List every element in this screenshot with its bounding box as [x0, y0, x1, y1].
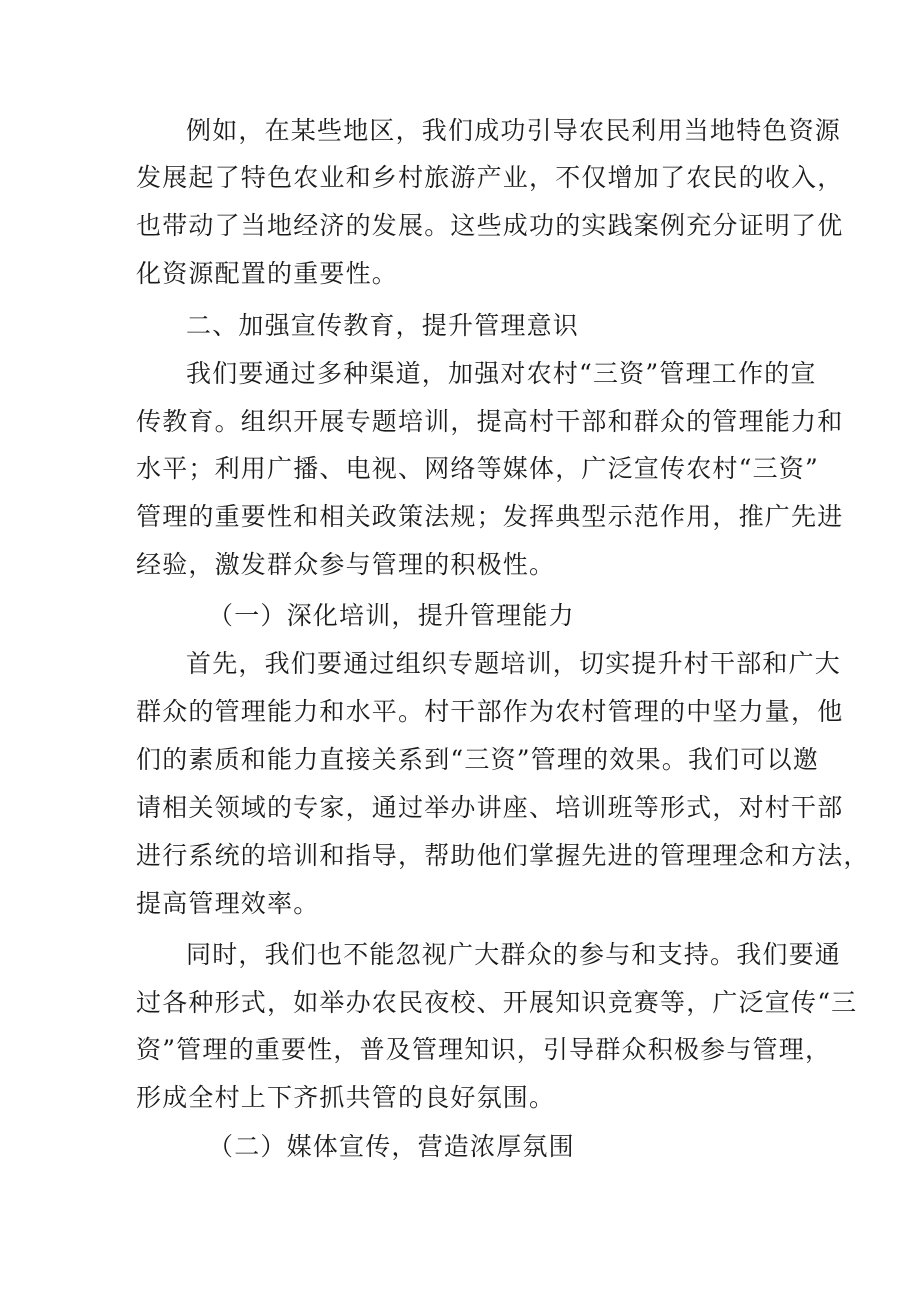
paragraph-1-line-2: 发展起了特色农业和乡村旅游产业，不仅增加了农民的收入， — [136, 163, 844, 192]
paragraph-2-line-4: 管理的重要性和相关政策法规；发挥典型示范作用，推广先进 — [136, 502, 844, 531]
paragraph-4-line-3: 资”管理的重要性，普及管理知识，引导群众积极参与管理， — [136, 1035, 832, 1064]
paragraph-4-line-2: 过各种形式，如举办农民夜校、开展知识竞赛等，广泛宣传“三 — [136, 988, 858, 1017]
subheading-1: （一）深化培训，提升管理能力 — [208, 601, 575, 630]
paragraph-2-line-2: 传教育。组织开展专题培训，提高村干部和群众的管理能力和 — [136, 407, 844, 436]
paragraph-1-line-1: 例如，在某些地区，我们成功引导农民利用当地特色资源 — [186, 116, 842, 145]
paragraph-3-line-4: 请相关领域的专家，通过举办讲座、培训班等形式，对村干部 — [136, 793, 844, 822]
subheading-2: （二）媒体宣传，营造浓厚氛围 — [208, 1132, 575, 1161]
paragraph-3-line-2: 群众的管理能力和水平。村干部作为农村管理的中坚力量，他 — [136, 697, 844, 726]
paragraph-1-line-4: 化资源配置的重要性。 — [136, 259, 399, 288]
paragraph-4-line-4: 形成全村上下齐抓共管的良好氛围。 — [136, 1083, 556, 1112]
paragraph-3-line-6: 提高管理效率。 — [136, 889, 320, 918]
paragraph-3-line-5: 进行系统的培训和指导，帮助他们掌握先进的管理理念和方法， — [136, 841, 870, 870]
paragraph-2-line-5: 经验，激发群众参与管理的积极性。 — [136, 550, 556, 579]
paragraph-2-line-3: 水平；利用广播、电视、网络等媒体，广泛宣传农村“三资” — [136, 454, 819, 483]
paragraph-4-line-1: 同时，我们也不能忽视广大群众的参与和支持。我们要通 — [186, 940, 842, 969]
paragraph-3-line-1: 首先，我们要通过组织专题培训，切实提升村干部和广大 — [186, 649, 842, 678]
paragraph-3-line-3: 们的素质和能力直接关系到“三资”管理的效果。我们可以邀 — [136, 745, 819, 774]
section-heading-2: 二、加强宣传教育，提升管理意识 — [186, 311, 580, 340]
paragraph-1-line-3: 也带动了当地经济的发展。这些成功的实践案例充分证明了优 — [136, 211, 844, 240]
paragraph-2-line-1: 我们要通过多种渠道，加强对农村“三资”管理工作的宣 — [186, 359, 817, 388]
